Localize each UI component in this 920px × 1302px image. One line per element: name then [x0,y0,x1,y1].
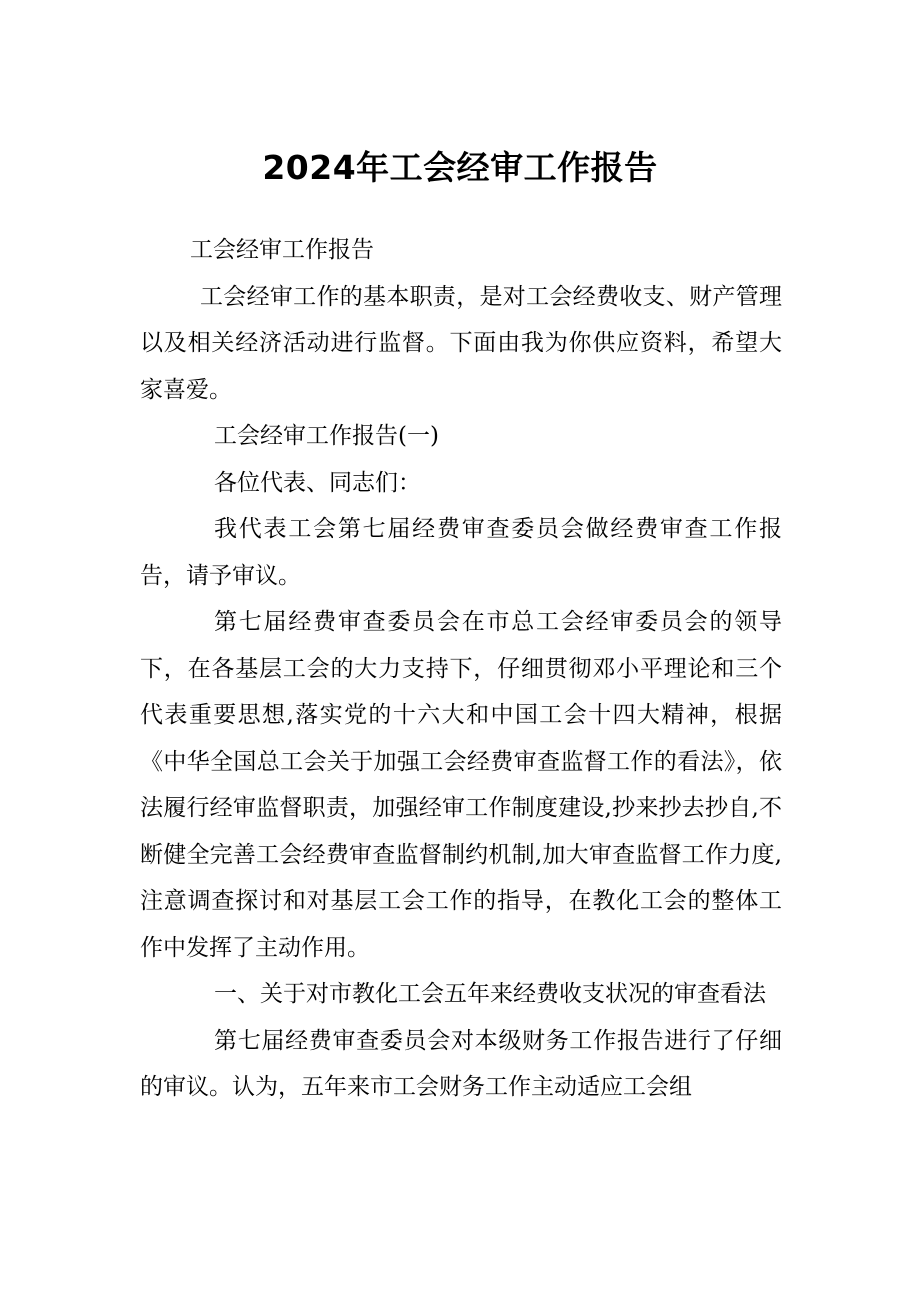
paragraph-part-one-body: 第七届经费审查委员会对本级财务工作报告进行了仔细的审议。认为，五年来市工会财务工作主动适应工会组 [140,1027,782,1100]
paragraph-subtitle: 工会经审工作报告 [190,237,374,263]
paragraph-intro: 工会经审工作的基本职责，是对工会经费收支、财产管理以及相关经济活动进行监督。下面由我为你供应资料，希望大家喜爱。 [140,283,782,403]
document-body [140,227,782,1111]
paragraph-opening: 我代表工会第七届经费审查委员会做经费审查工作报告，请予审议。 [140,516,782,589]
paragraph-salutation: 各位代表、同志们： [214,469,421,496]
paragraph-part-one-heading: 一、关于对市教化工会五年来经费收支状况的审查看法 [214,981,766,1007]
paragraph-section-heading: 工会经审工作报告(一) [214,423,439,449]
paragraph-main: 第七届经费审查委员会在市总工会经审委员会的领导下，在各基层工会的大力支持下，仔细贯彻邓小平理论和三个代表重要思想,落实党的十六大和中国工会十四大精神，根据《中华全国总工会关于加强工会经费审查监督工作的看法》，依法履行经审监督职责，加强经审工作制度建设,抄来抄去抄自,不断健全完善工会经费审查监督制约机制,加大审查监督工作力度,注意调查探讨和对基层工会工作的指导，在教化工会的整体工作中发挥了主动作用。 [140,609,782,961]
document-title: 2024年工会经审工作报告 [262,148,658,187]
